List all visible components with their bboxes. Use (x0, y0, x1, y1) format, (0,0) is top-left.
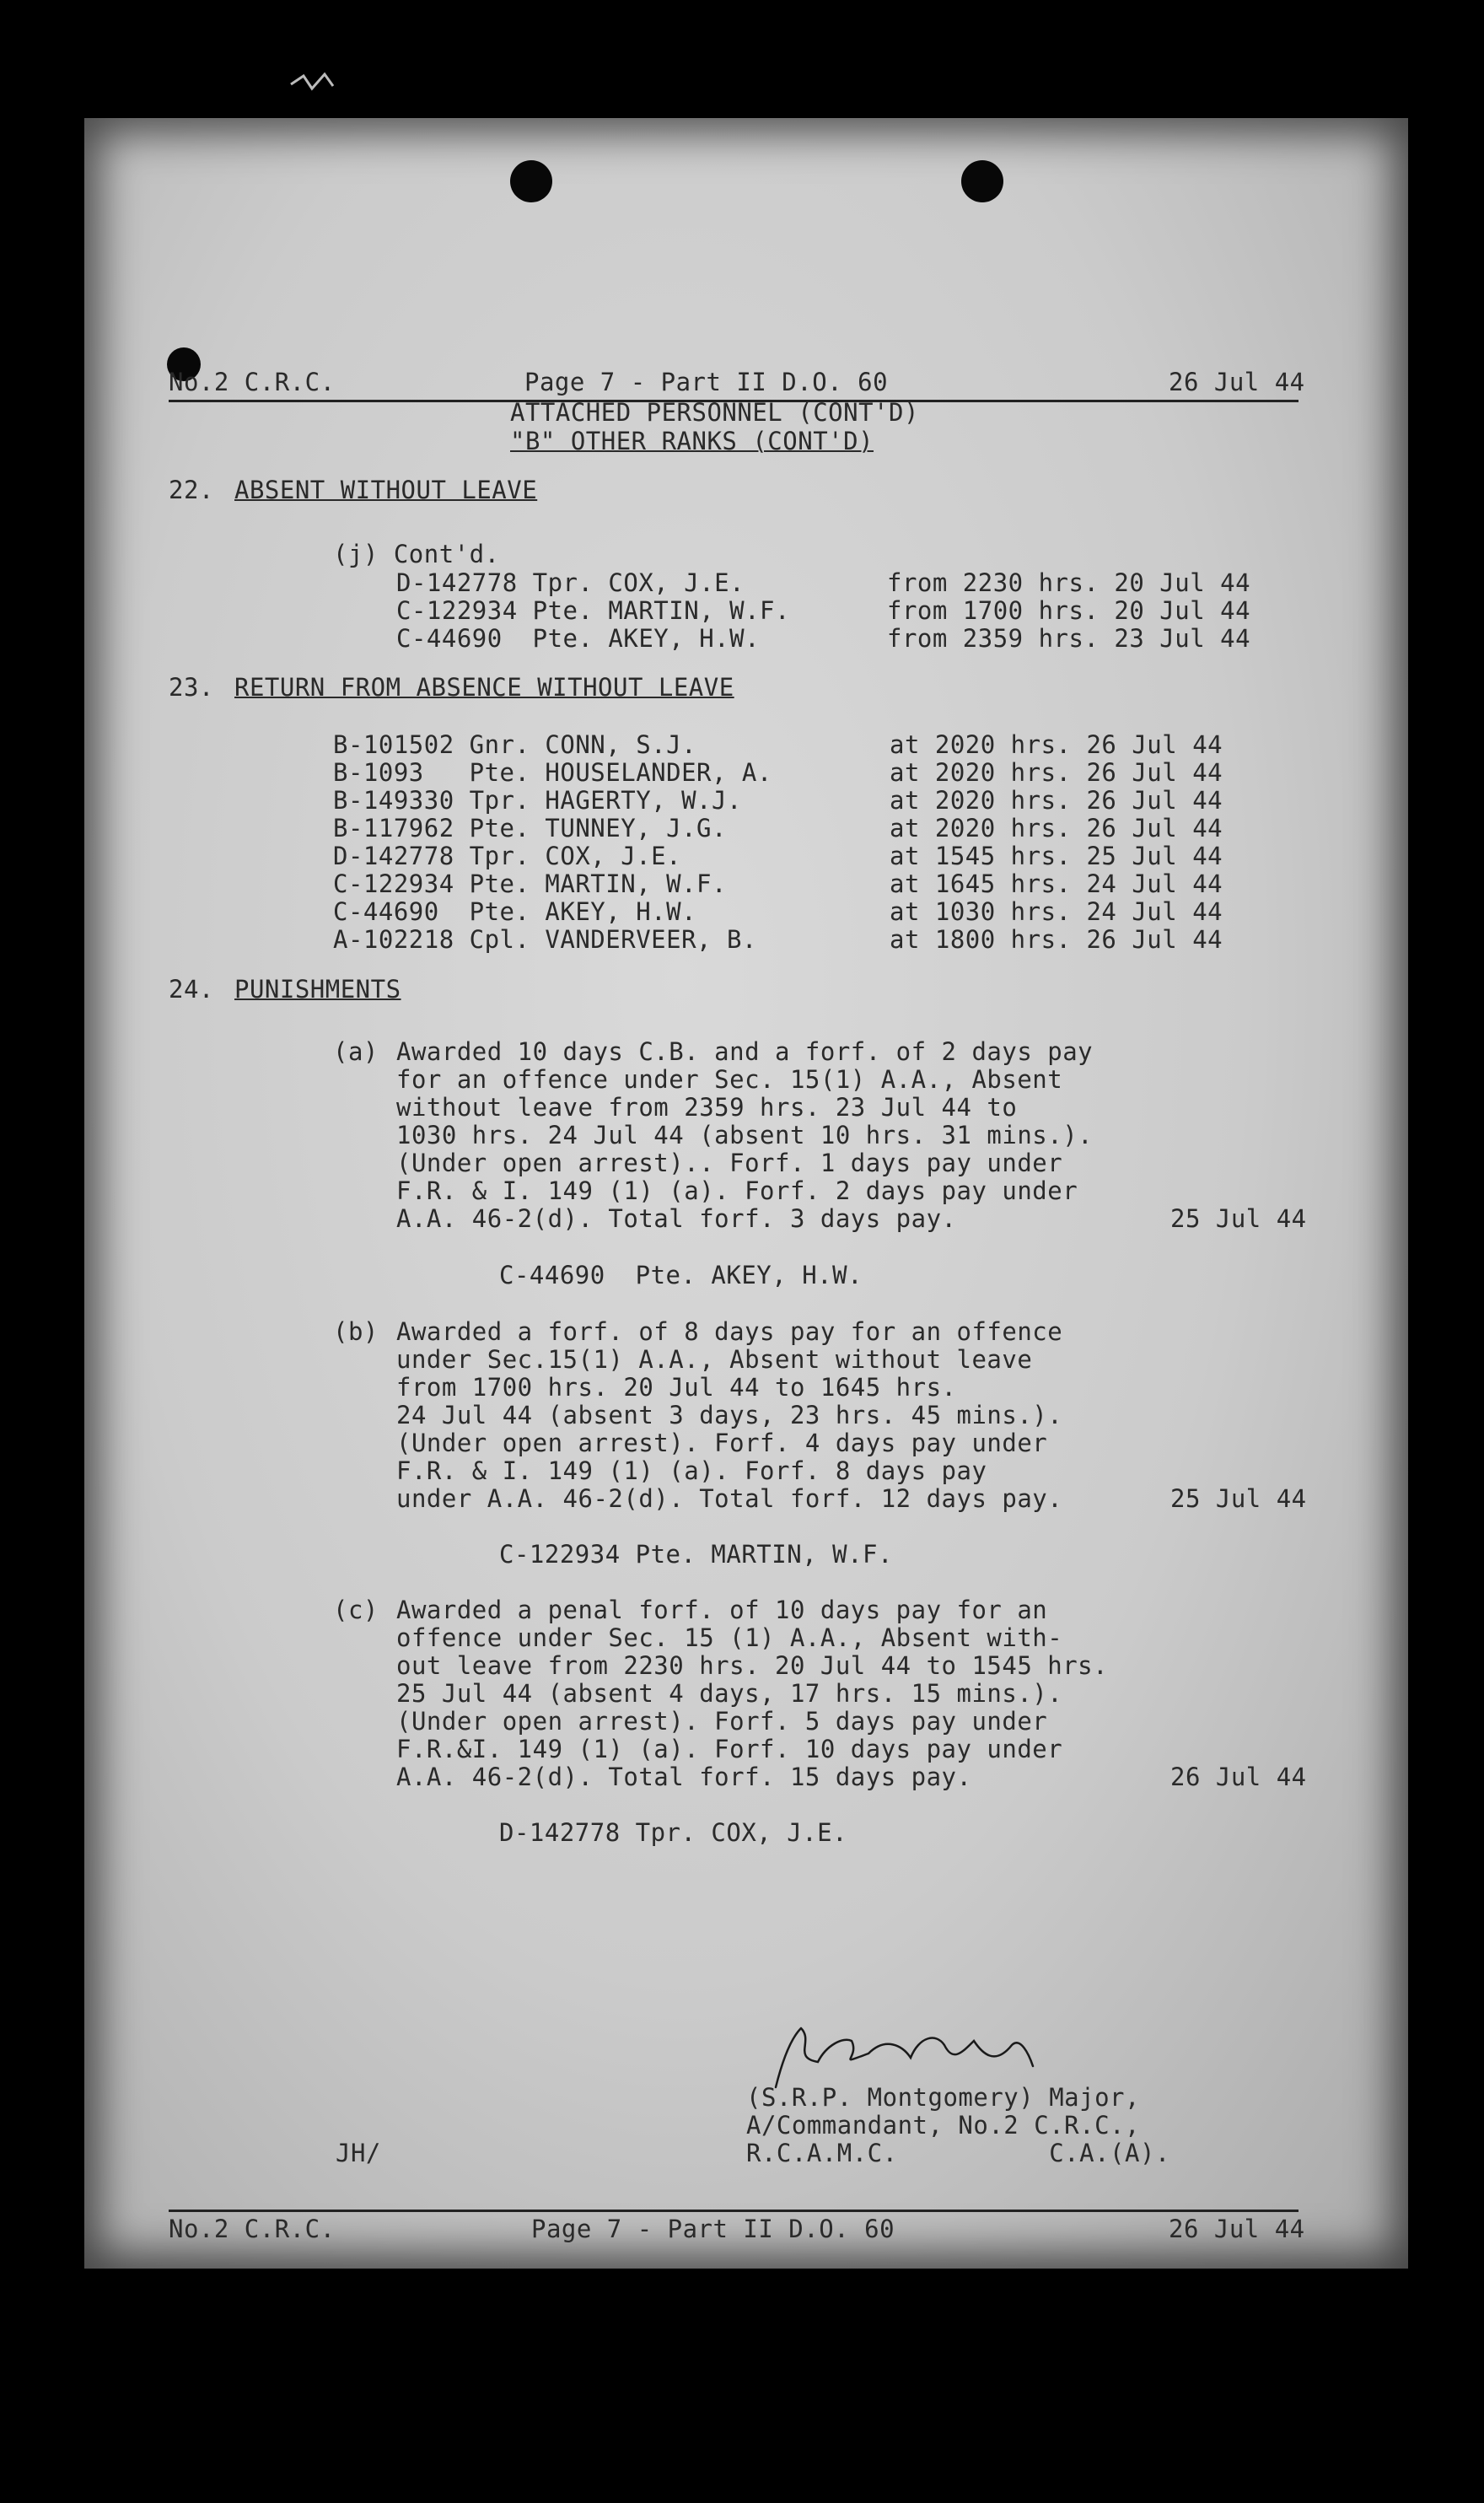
punishment-a-line-1: Awarded 10 days C.B. and a forf. of 2 days pay (396, 1037, 1094, 1066)
punishment-c-line-1: Awarded a penal forf. of 10 days pay for an (396, 1596, 1048, 1624)
document-page (84, 118, 1408, 2269)
s22-row-3-id: C-44690 Pte. AKEY, H.W. (396, 624, 761, 653)
punishment-a-line-2: for an offence under Sec. 15(1) A.A., Absent (396, 1065, 1063, 1094)
typist-initials: JH/ (336, 2139, 381, 2167)
punishment-c-name: D-142778 Tpr. COX, J.E. (499, 1818, 848, 1847)
punishment-a-line-7: A.A. 46-2(d). Total forf. 3 days pay. (396, 1204, 957, 1233)
signature-line-3: R.C.A.M.C. C.A.(A). (746, 2139, 1170, 2167)
punishment-c-line-2: offence under Sec. 15 (1) A.A., Absent with- (396, 1623, 1063, 1652)
section-23-title: RETURN FROM ABSENCE WITHOUT LEAVE (234, 673, 734, 702)
punishment-a-line-4: 1030 hrs. 24 Jul 44 (absent 10 hrs. 31 mins.). (396, 1121, 1094, 1149)
s23-row-2-time: at 2020 hrs. 26 Jul 44 (890, 758, 1223, 787)
punishment-a-date: 25 Jul 44 (1170, 1204, 1307, 1233)
section-22-label: (j) Cont'd. (333, 540, 500, 568)
signature-line-1: (S.R.P. Montgomery) Major, (746, 2083, 1140, 2112)
scan-artifact (287, 67, 337, 101)
s23-row-4-time: at 2020 hrs. 26 Jul 44 (890, 814, 1223, 842)
s23-row-3-id: B-149330 Tpr. HAGERTY, W.J. (333, 786, 742, 815)
punishment-b-line-6: F.R. & I. 149 (1) (a). Forf. 8 days pay (396, 1456, 987, 1485)
section-24-title: PUNISHMENTS (234, 975, 401, 1004)
header-subtitle-1: ATTACHED PERSONNEL (CONT'D) (510, 398, 919, 427)
punishment-c-line-5: (Under open arrest). Forf. 5 days pay under (396, 1707, 1048, 1736)
s22-row-3-time: from 2359 hrs. 23 Jul 44 (887, 624, 1251, 653)
section-24-number: 24. (169, 975, 214, 1004)
punishment-b-date: 25 Jul 44 (1170, 1484, 1307, 1513)
s22-row-1-id: D-142778 Tpr. COX, J.E. (396, 568, 745, 597)
header-page: Page 7 - Part II D.O. 60 (524, 368, 889, 396)
section-22-number: 22. (169, 476, 214, 504)
s23-row-5-time: at 1545 hrs. 25 Jul 44 (890, 842, 1223, 870)
punishment-b-name: C-122934 Pte. MARTIN, W.F. (499, 1540, 893, 1569)
s22-row-2-id: C-122934 Pte. MARTIN, W.F. (396, 596, 790, 625)
footer-page: Page 7 - Part II D.O. 60 (531, 2215, 895, 2243)
punishment-a-label: (a) (333, 1037, 379, 1066)
s23-row-1-id: B-101502 Gnr. CONN, S.J. (333, 730, 697, 759)
s22-row-1-time: from 2230 hrs. 20 Jul 44 (887, 568, 1251, 597)
s23-row-6-time: at 1645 hrs. 24 Jul 44 (890, 869, 1223, 898)
s23-row-2-id: B-1093 Pte. HOUSELANDER, A. (333, 758, 772, 787)
s23-row-6-id: C-122934 Pte. MARTIN, W.F. (333, 869, 727, 898)
s23-row-8-id: A-102218 Cpl. VANDERVEER, B. (333, 925, 757, 954)
punishment-b-line-3: from 1700 hrs. 20 Jul 44 to 1645 hrs. (396, 1373, 957, 1402)
s23-row-7-time: at 1030 hrs. 24 Jul 44 (890, 897, 1223, 926)
section-23-number: 23. (169, 673, 214, 702)
punishment-b-label: (b) (333, 1317, 379, 1346)
s23-row-3-time: at 2020 hrs. 26 Jul 44 (890, 786, 1223, 815)
s23-row-1-time: at 2020 hrs. 26 Jul 44 (890, 730, 1223, 759)
signature-line-2: A/Commandant, No.2 C.R.C., (746, 2111, 1140, 2140)
punishment-c-line-3: out leave from 2230 hrs. 20 Jul 44 to 1545 hrs. (396, 1651, 1109, 1680)
punishment-c-line-4: 25 Jul 44 (absent 4 days, 17 hrs. 15 mins.). (396, 1679, 1063, 1708)
punishment-c-line-6: F.R.&I. 149 (1) (a). Forf. 10 days pay under (396, 1735, 1063, 1763)
section-22-title: ABSENT WITHOUT LEAVE (234, 476, 538, 504)
s23-row-5-id: D-142778 Tpr. COX, J.E. (333, 842, 682, 870)
punishment-b-line-1: Awarded a forf. of 8 days pay for an offence (396, 1317, 1063, 1346)
punishment-b-line-5: (Under open arrest). Forf. 4 days pay under (396, 1429, 1048, 1457)
footer-unit: No.2 C.R.C. (169, 2215, 336, 2243)
s23-row-4-id: B-117962 Pte. TUNNEY, J.G. (333, 814, 727, 842)
footer-date: 26 Jul 44 (1169, 2215, 1305, 2243)
punishment-b-line-4: 24 Jul 44 (absent 3 days, 23 hrs. 45 mins.). (396, 1401, 1063, 1429)
punishment-c-date: 26 Jul 44 (1170, 1763, 1307, 1791)
punishment-a-line-6: F.R. & I. 149 (1) (a). Forf. 2 days pay under (396, 1176, 1078, 1205)
s22-row-2-time: from 1700 hrs. 20 Jul 44 (887, 596, 1251, 625)
s23-row-7-id: C-44690 Pte. AKEY, H.W. (333, 897, 697, 926)
s23-row-8-time: at 1800 hrs. 26 Jul 44 (890, 925, 1223, 954)
punishment-a-line-3: without leave from 2359 hrs. 23 Jul 44 to (396, 1093, 1018, 1122)
punishment-b-line-2: under Sec.15(1) A.A., Absent without leave (396, 1345, 1033, 1374)
header-subtitle-2: "B" OTHER RANKS (CONT'D) (510, 427, 874, 455)
punishment-a-line-5: (Under open arrest).. Forf. 1 days pay under (396, 1149, 1063, 1177)
footer-rule (169, 2210, 1298, 2212)
punishment-b-line-7: under A.A. 46-2(d). Total forf. 12 days pay. (396, 1484, 1063, 1513)
punishment-a-name: C-44690 Pte. AKEY, H.W. (499, 1261, 863, 1289)
punishment-c-label: (c) (333, 1596, 379, 1624)
punishment-c-line-7: A.A. 46-2(d). Total forf. 15 days pay. (396, 1763, 972, 1791)
header-unit: No.2 C.R.C. (169, 368, 336, 396)
header-date: 26 Jul 44 (1169, 368, 1305, 396)
punch-hole-left (510, 160, 552, 202)
punch-hole-right (961, 160, 1003, 202)
